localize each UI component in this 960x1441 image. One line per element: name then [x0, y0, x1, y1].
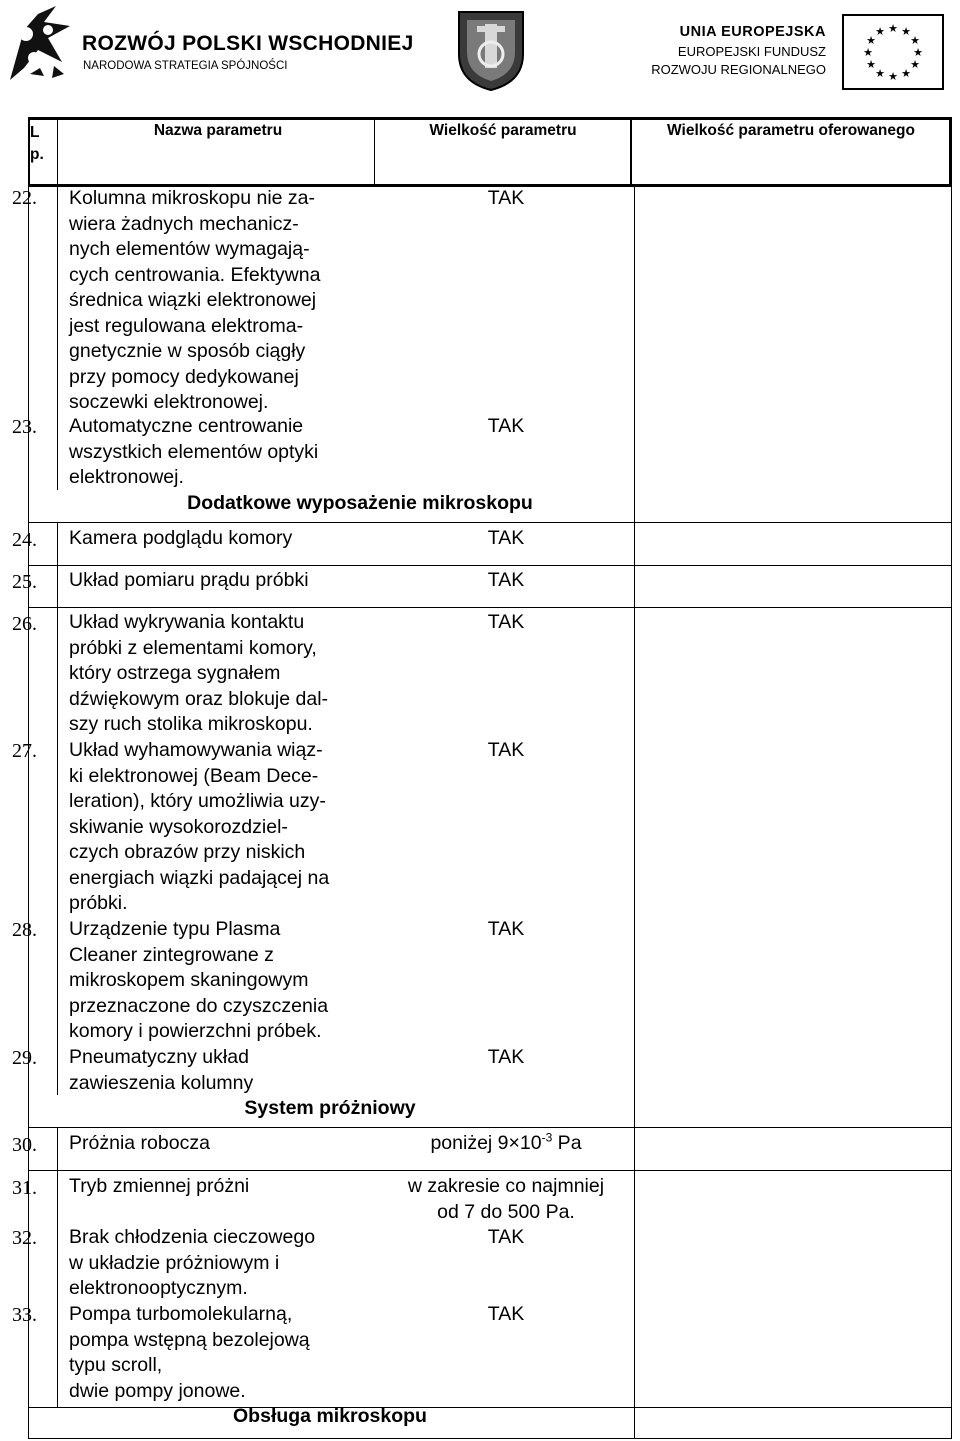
header-offered: Wielkość parametru oferowanego	[667, 122, 915, 139]
svg-text:★: ★	[866, 34, 876, 47]
row-name: Kolumna mikroskopu nie za- wiera żadnych mechanicz- nych elementów wymagają- cych centrowania. Efektywna średnica wiązki elektronowej jest regulowana elektroma- gnetycznie w sposób ciągły przy pomocy dedykowanej soczewki elektronowej.	[69, 187, 321, 413]
row-value: TAK	[487, 1046, 525, 1068]
row-number: 26.	[12, 613, 37, 635]
row-divider	[28, 522, 952, 523]
table-divider-offered	[634, 187, 635, 1439]
section-operation: Obsługa mikroskopu	[233, 1405, 427, 1427]
row-divider	[28, 607, 952, 608]
row-value: TAK	[487, 1303, 525, 1325]
svg-text:★: ★	[901, 67, 911, 80]
row-value: TAK	[487, 415, 525, 437]
row-value	[376, 1131, 636, 1157]
eu-fund-line2: ROZWOJU REGIONALNEGO	[651, 62, 826, 77]
header-lp: L p.	[30, 124, 44, 163]
row-name: Pompa turbomolekularną, pompa wstępną bezolejową typu scroll, dwie pompy jonowe.	[69, 1303, 310, 1402]
svg-text:★: ★	[866, 58, 876, 71]
row-number: 31.	[12, 1177, 37, 1199]
row-divider	[28, 565, 952, 566]
row-divider	[28, 1127, 952, 1128]
row-name: Próżnia robocza	[69, 1132, 210, 1154]
table-divider-lp	[57, 187, 58, 490]
eu-fund-line1: EUROPEJSKI FUNDUSZ	[677, 44, 826, 59]
row-number: 27.	[12, 740, 37, 762]
svg-text:★: ★	[875, 67, 885, 80]
header-name: Nazwa parametru	[153, 122, 283, 139]
row-number: 22.	[12, 187, 37, 209]
eu-title: UNIA EUROPEJSKA	[679, 24, 826, 40]
header-value: Wielkość parametru	[429, 122, 577, 139]
vacuum-value-exponent: -3	[541, 1130, 553, 1145]
rpw-title: ROZWÓJ POLSKI WSCHODNIEJ	[82, 32, 414, 55]
row-number: 30.	[12, 1134, 37, 1156]
svg-text:★: ★	[901, 25, 911, 38]
table-border-left	[28, 187, 29, 1439]
row-divider	[28, 1170, 952, 1171]
row-number: 32.	[12, 1227, 37, 1249]
vacuum-value-base: poniżej 9×10	[430, 1132, 542, 1154]
header-divider	[374, 117, 375, 187]
row-name: Urządzenie typu Plasma Cleaner zintegrowane z mikroskopem skaningowym przeznaczone do czyszczenia komory i powierzchni próbek.	[69, 918, 329, 1042]
row-value: TAK	[487, 918, 525, 940]
section-vacuum-system: System próżniowy	[244, 1097, 416, 1119]
svg-text:★: ★	[888, 70, 898, 83]
row-number: 29.	[12, 1047, 37, 1069]
row-value: TAK	[487, 569, 525, 591]
svg-text:★: ★	[913, 46, 923, 59]
svg-text:★: ★	[863, 46, 873, 59]
svg-text:★: ★	[910, 58, 920, 71]
svg-text:★: ★	[875, 25, 885, 38]
row-value: w zakresie co najmniej od 7 do 500 Pa.	[407, 1175, 605, 1223]
table-divider-lp	[57, 1127, 58, 1407]
row-name: Układ wykrywania kontaktu próbki z elementami komory, który ostrzega sygnałem dźwiękowym oraz blokuje dal- szy ruch stolika mikroskopu.	[69, 611, 329, 735]
section-extra-equipment: Dodatkowe wyposażenie mikroskopu	[187, 492, 533, 514]
header-divider	[57, 117, 58, 187]
row-name: Kamera podglądu komory	[69, 527, 293, 549]
row-name: Tryb zmiennej próżni	[69, 1175, 250, 1197]
row-name: Brak chłodzenia cieczowego w układzie próżniowym i elektronooptycznym.	[69, 1226, 316, 1299]
row-value: TAK	[487, 1226, 525, 1248]
table-border-right	[951, 187, 952, 1439]
header-divider	[630, 117, 632, 187]
row-name: Układ pomiaru prądu próbki	[69, 569, 309, 591]
svg-text:★: ★	[888, 22, 898, 35]
row-value: TAK	[487, 527, 525, 549]
rpw-subtitle: NARODOWA STRATEGIA SPÓJNOŚCI	[83, 60, 288, 72]
row-value: TAK	[487, 611, 525, 633]
row-divider	[28, 1438, 952, 1439]
row-name: Układ wyhamowywania wiąz- ki elektronowej (Beam Dece- leration), który umożliwia uzy- skiwanie wysokorozdziel- czych obrazów przy niskich energiach wiązki padającej na próbki.	[69, 739, 330, 914]
row-number: 25.	[12, 571, 37, 593]
row-value: TAK	[487, 187, 525, 209]
row-name: Automatyczne centrowanie wszystkich elementów optyki elektronowej.	[69, 415, 319, 488]
row-value: TAK	[487, 739, 525, 761]
svg-text:★: ★	[910, 34, 920, 47]
row-number: 28.	[12, 919, 37, 941]
row-number: 24.	[12, 529, 37, 551]
row-name: Pneumatyczny układ zawieszenia kolumny	[69, 1046, 254, 1094]
row-number: 23.	[12, 416, 37, 438]
row-number: 33.	[12, 1304, 37, 1326]
vacuum-value-unit: Pa	[552, 1132, 582, 1154]
